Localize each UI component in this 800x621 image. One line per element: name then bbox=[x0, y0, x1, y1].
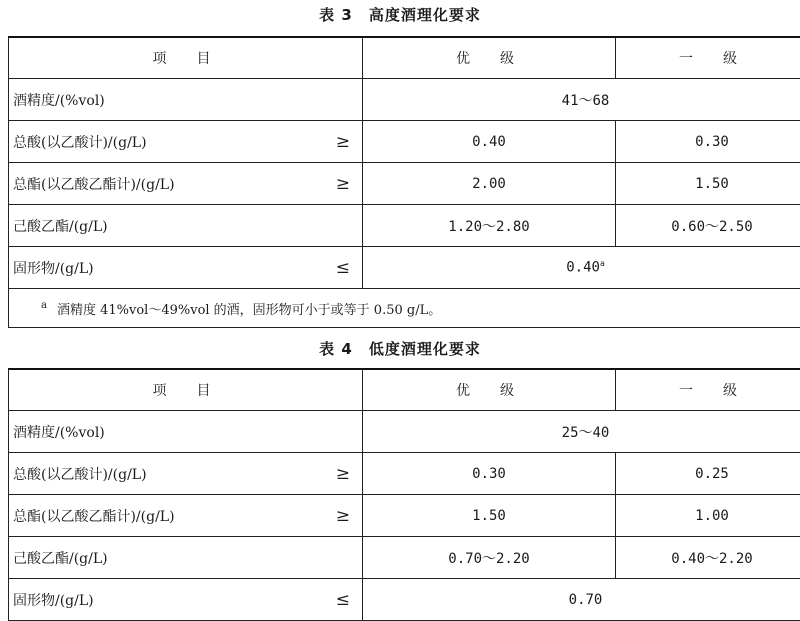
note-text: 酒精度 41%vol～49%vol 的酒，固形物可小于或等于 0.50 g/L。 bbox=[56, 302, 442, 318]
table-row bbox=[9, 79, 800, 121]
table4-caption: 表 4 低度酒理化要求 bbox=[319, 340, 481, 358]
row-label-text: 总酸(以乙酸计)/(g/L) bbox=[13, 134, 147, 151]
header-item: 项 目 bbox=[9, 37, 363, 79]
row-label bbox=[9, 163, 363, 205]
value-first: 0.40～2.20 bbox=[616, 537, 800, 579]
note-mark: a bbox=[41, 300, 47, 312]
value-first: 1.50 bbox=[616, 163, 800, 205]
merged-value: 41～68 bbox=[363, 79, 800, 121]
header-grade-first: 一 级 bbox=[616, 369, 800, 411]
row-label bbox=[9, 205, 363, 247]
value-premium: 1.20～2.80 bbox=[363, 205, 616, 247]
merged-value bbox=[363, 247, 800, 289]
header-grade-first: 一 级 bbox=[616, 37, 800, 79]
row-label-text: 总酸(以乙酸计)/(g/L) bbox=[13, 466, 147, 483]
row-label bbox=[9, 579, 363, 621]
row-label-text: 总酯(以乙酸乙酯计)/(g/L) bbox=[13, 176, 175, 193]
table3-note-row bbox=[9, 289, 800, 328]
table3-note bbox=[9, 289, 800, 328]
comparison-symbol: ≤ bbox=[335, 257, 350, 278]
table3-caption: 表 3 高度酒理化要求 bbox=[319, 6, 481, 24]
table-row bbox=[9, 121, 800, 163]
row-label-text: 固形物/(g/L) bbox=[13, 592, 94, 609]
header-grade-premium: 优 级 bbox=[363, 369, 616, 411]
footnote-ref: a bbox=[599, 259, 605, 269]
table-row bbox=[9, 205, 800, 247]
row-label bbox=[9, 121, 363, 163]
row-label-text: 总酯(以乙酸乙酯计)/(g/L) bbox=[13, 508, 175, 525]
value-first: 0.60～2.50 bbox=[616, 205, 800, 247]
table-row bbox=[9, 247, 800, 289]
table3 bbox=[8, 36, 800, 328]
header-item: 项 目 bbox=[9, 369, 363, 411]
table-row bbox=[9, 411, 800, 453]
table-row bbox=[9, 163, 800, 205]
row-label-text: 己酸乙酯/(g/L) bbox=[13, 550, 108, 567]
row-label-text: 酒精度/(%vol) bbox=[13, 92, 105, 109]
comparison-symbol: ≥ bbox=[335, 131, 350, 152]
row-label-text: 己酸乙酯/(g/L) bbox=[13, 218, 108, 235]
comparison-symbol: ≤ bbox=[335, 589, 350, 610]
value-premium: 0.40 bbox=[363, 121, 616, 163]
comparison-symbol: ≥ bbox=[335, 173, 350, 194]
row-label bbox=[9, 537, 363, 579]
value-first: 1.00 bbox=[616, 495, 800, 537]
row-label bbox=[9, 495, 363, 537]
merged-value: 25～40 bbox=[363, 411, 800, 453]
row-label bbox=[9, 247, 363, 289]
merged-value-text: 0.40 bbox=[566, 259, 600, 276]
value-premium: 0.70～2.20 bbox=[363, 537, 616, 579]
value-first: 0.25 bbox=[616, 453, 800, 495]
table-row bbox=[9, 453, 800, 495]
value-first: 0.30 bbox=[616, 121, 800, 163]
value-premium: 2.00 bbox=[363, 163, 616, 205]
comparison-symbol: ≥ bbox=[335, 505, 350, 526]
table-row bbox=[9, 537, 800, 579]
row-label-text: 酒精度/(%vol) bbox=[13, 424, 105, 441]
table4-header-row bbox=[9, 369, 800, 411]
row-label bbox=[9, 453, 363, 495]
table4 bbox=[8, 368, 800, 621]
table3-header-row bbox=[9, 37, 800, 79]
row-label bbox=[9, 411, 363, 453]
table-row bbox=[9, 579, 800, 621]
table-row bbox=[9, 495, 800, 537]
row-label bbox=[9, 79, 363, 121]
merged-value: 0.70 bbox=[363, 579, 800, 621]
comparison-symbol: ≥ bbox=[335, 463, 350, 484]
value-premium: 0.30 bbox=[363, 453, 616, 495]
value-premium: 1.50 bbox=[363, 495, 616, 537]
header-grade-premium: 优 级 bbox=[363, 37, 616, 79]
row-label-text: 固形物/(g/L) bbox=[13, 260, 94, 277]
